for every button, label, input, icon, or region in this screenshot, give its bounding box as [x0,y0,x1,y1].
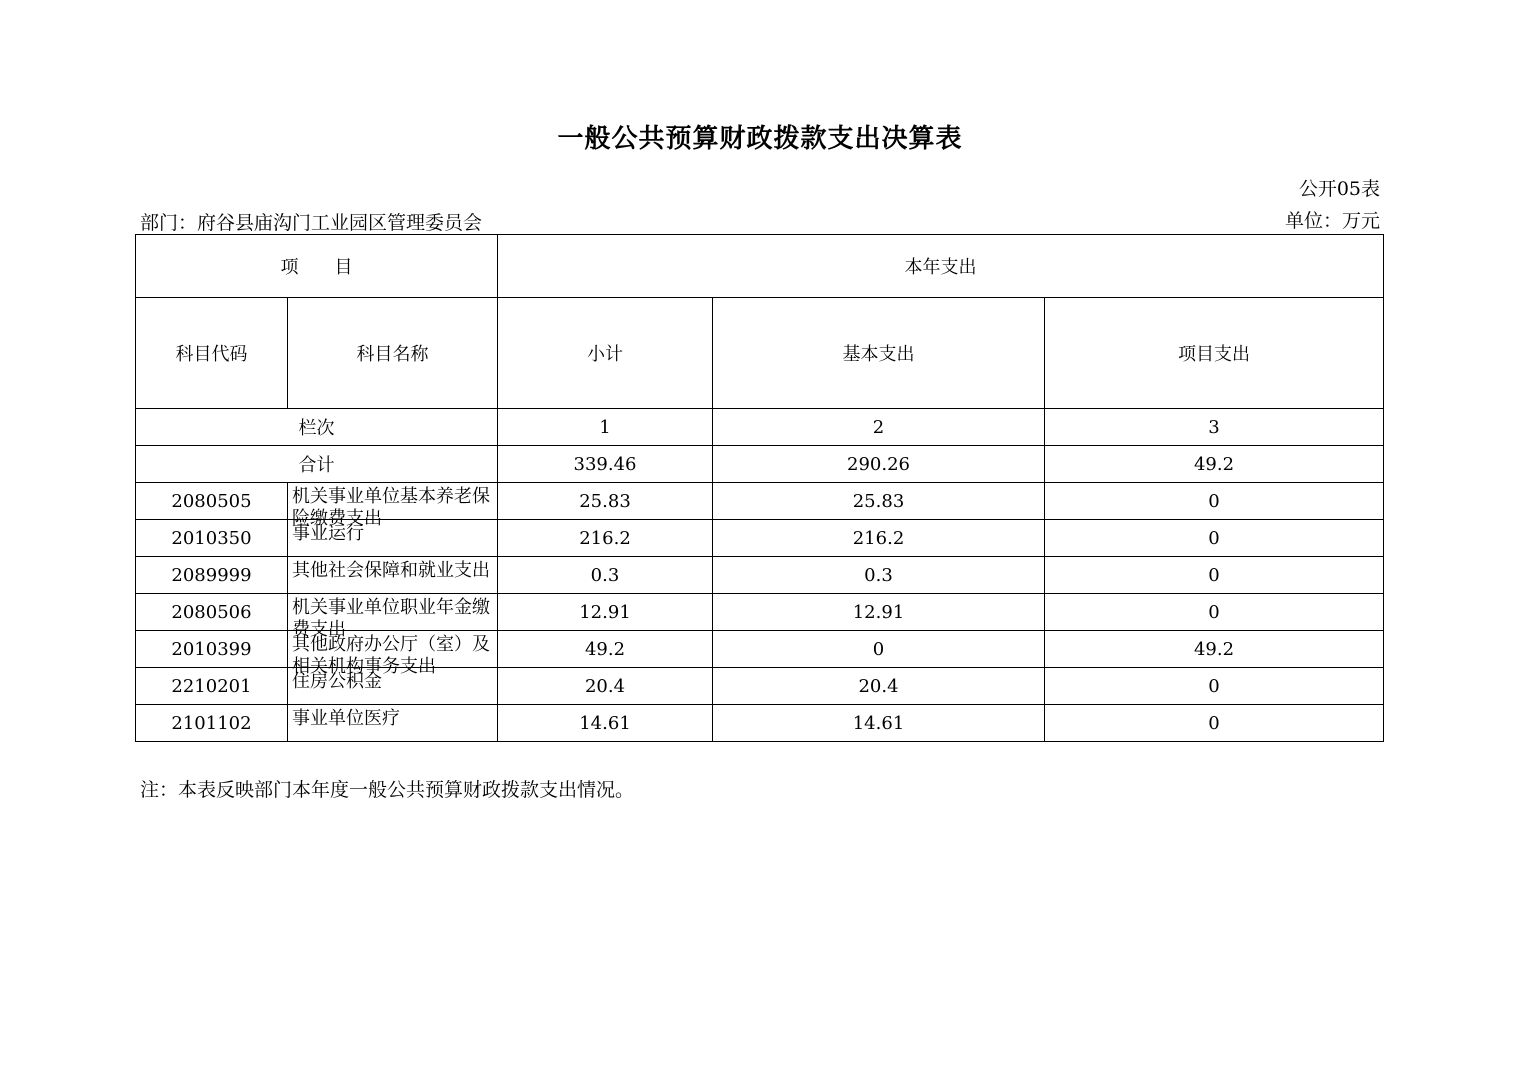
row-basic: 25.83 [713,483,1045,520]
row-basic: 12.91 [713,594,1045,631]
row-subtotal: 216.2 [498,520,713,557]
table-row [136,594,1384,631]
unit-label: 单位：万元 [1284,210,1380,232]
row-project: 0 [1045,705,1384,742]
row-project: 0 [1045,557,1384,594]
row-subtotal: 49.2 [498,631,713,668]
total-project: 49.2 [1045,446,1384,483]
row-subtotal: 25.83 [498,483,713,520]
row-name: 机关事业单位基本养老保险缴费支出 [288,483,498,520]
row-basic: 14.61 [713,705,1045,742]
table-row [136,483,1384,520]
total-row [136,446,1384,483]
header-item: 项 目 [136,235,498,298]
column-number-row [136,409,1384,446]
row-subtotal: 14.61 [498,705,713,742]
total-basic: 290.26 [713,446,1045,483]
row-name: 其他政府办公厅（室）及相关机构事务支出 [288,631,498,668]
column-number-1: 1 [498,409,713,446]
row-basic: 20.4 [713,668,1045,705]
row-code: 2010399 [136,631,288,668]
total-subtotal: 339.46 [498,446,713,483]
column-number-label: 栏次 [136,409,498,446]
header-basic: 基本支出 [713,298,1045,409]
row-subtotal: 0.3 [498,557,713,594]
row-project: 0 [1045,520,1384,557]
column-number-3: 3 [1045,409,1384,446]
expenditure-table [135,234,1384,742]
row-code: 2080506 [136,594,288,631]
row-basic: 0 [713,631,1045,668]
row-code: 2089999 [136,557,288,594]
header-current-year: 本年支出 [498,235,1384,298]
row-project: 0 [1045,668,1384,705]
row-subtotal: 12.91 [498,594,713,631]
header-subtotal: 小计 [498,298,713,409]
row-name: 住房公积金 [288,668,498,705]
row-code: 2210201 [136,668,288,705]
row-code: 2101102 [136,705,288,742]
row-basic: 216.2 [713,520,1045,557]
header-row-columns [136,298,1384,409]
header-project: 项目支出 [1045,298,1384,409]
row-code: 2080505 [136,483,288,520]
row-name: 其他社会保障和就业支出 [288,557,498,594]
table-row [136,631,1384,668]
table-row [136,520,1384,557]
row-subtotal: 20.4 [498,668,713,705]
row-code: 2010350 [136,520,288,557]
header-name: 科目名称 [288,298,498,409]
row-project: 49.2 [1045,631,1384,668]
header-row-top [136,235,1384,298]
total-label: 合计 [136,446,498,483]
column-number-2: 2 [713,409,1045,446]
row-basic: 0.3 [713,557,1045,594]
page-title: 一般公共预算财政拨款支出决算表 [557,124,963,154]
table-row [136,557,1384,594]
form-number: 公开05表 [1298,178,1380,200]
table-row [136,705,1384,742]
row-project: 0 [1045,483,1384,520]
header-code: 科目代码 [136,298,288,409]
row-name: 事业运行 [288,520,498,557]
table-row [136,668,1384,705]
row-name: 事业单位医疗 [288,705,498,742]
department-label: 部门：府谷县庙沟门工业园区管理委员会 [140,212,483,234]
row-project: 0 [1045,594,1384,631]
footnote: 注：本表反映部门本年度一般公共预算财政拨款支出情况。 [140,779,635,801]
row-name: 机关事业单位职业年金缴费支出 [288,594,498,631]
